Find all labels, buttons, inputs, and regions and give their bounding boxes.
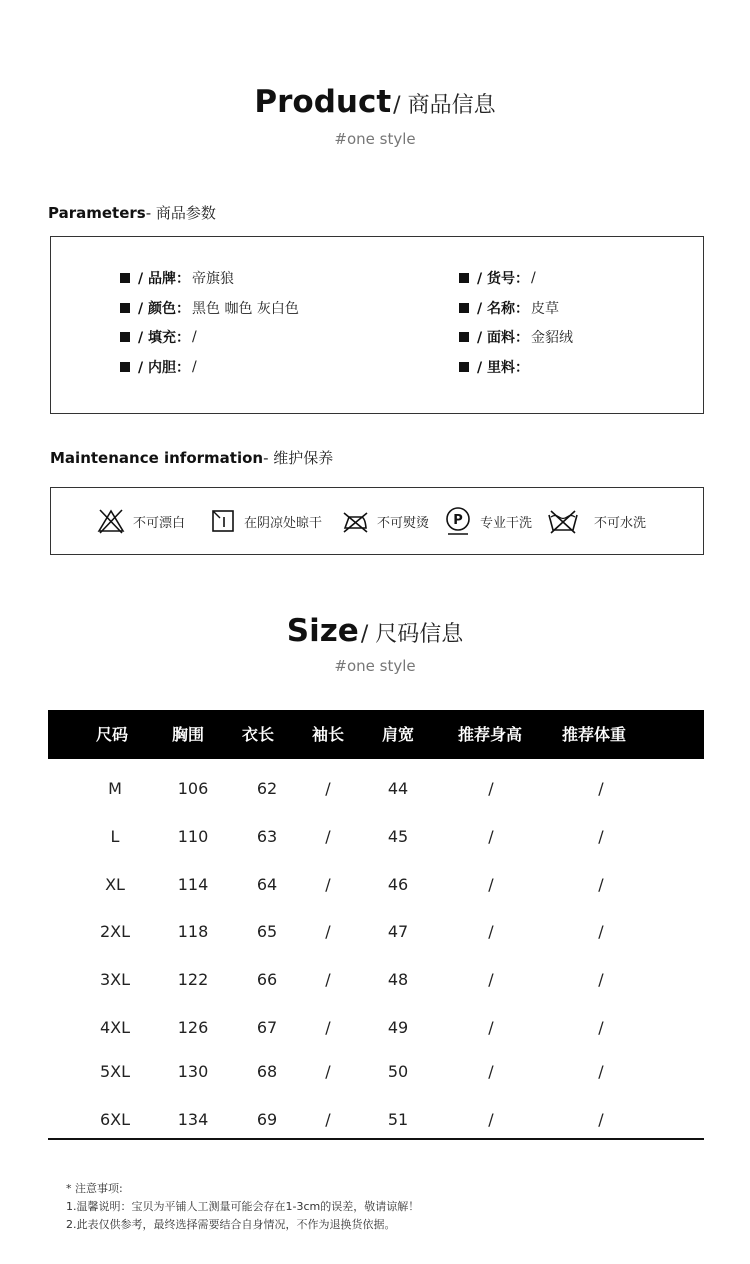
table-cell: 66 — [256, 970, 278, 989]
table-cell: M — [108, 779, 122, 798]
maintenance-label-en: Maintenance information — [50, 449, 264, 467]
svg-text:P: P — [453, 513, 463, 528]
table-cell: / — [598, 779, 604, 798]
table-cell: 63 — [256, 827, 278, 846]
care-item-no-wash: 不可水洗 — [546, 508, 646, 534]
shade-dry-icon — [210, 508, 236, 534]
care-item-no-iron: 不可熨烫 — [341, 508, 429, 534]
table-cell: 51 — [387, 1110, 409, 1129]
table-cell: / — [325, 922, 331, 941]
table-cell: 62 — [256, 779, 278, 798]
table-cell: / — [325, 1062, 331, 1081]
table-cell: 45 — [387, 827, 409, 846]
table-cell: 50 — [387, 1062, 409, 1081]
maintenance-label — [50, 447, 333, 468]
table-cell: 68 — [256, 1062, 278, 1081]
table-cell: / — [598, 1110, 604, 1129]
param-item: / 品牌： 帝旗狼 — [120, 268, 234, 288]
th-size: 尺码 — [96, 725, 129, 744]
parameters-label-en: Parameters — [48, 204, 146, 222]
table-cell: / — [488, 1110, 494, 1129]
table-cell: 118 — [177, 922, 209, 941]
bullet-square-icon — [120, 303, 130, 313]
th-sleeve: 袖长 — [312, 725, 345, 744]
table-cell: 126 — [177, 1018, 209, 1037]
professional-dry-clean-icon — [444, 506, 472, 536]
care-item-shade-dry: 在阴凉处晾干 — [210, 508, 322, 534]
table-cell: 122 — [177, 970, 209, 989]
table-cell: 65 — [256, 922, 278, 941]
table-cell: / — [488, 1062, 494, 1081]
table-bottom-divider — [48, 1138, 704, 1140]
table-cell: / — [598, 970, 604, 989]
parameters-box — [50, 236, 704, 414]
table-cell: XL — [105, 875, 125, 894]
table-cell: / — [488, 779, 494, 798]
param-item: / 货号： / — [459, 268, 536, 288]
table-cell: 110 — [177, 827, 209, 846]
param-item: / 填充： / — [120, 327, 197, 347]
bullet-square-icon — [120, 362, 130, 372]
parameters-label-cn: - 商品参数 — [145, 204, 216, 222]
table-cell: / — [488, 922, 494, 941]
product-title-en: Product — [254, 84, 392, 120]
table-cell: 48 — [387, 970, 409, 989]
param-item: / 名称： 皮草 — [459, 298, 559, 318]
table-cell: 69 — [256, 1110, 278, 1129]
no-wash-icon — [546, 508, 580, 534]
table-cell: 5XL — [99, 1062, 131, 1081]
product-title-cn: / 商品信息 — [393, 93, 496, 118]
size-title — [0, 613, 750, 649]
care-item-professional-dry-clean: P 专业干洗 — [444, 506, 532, 536]
care-item-no-bleach: 不可漂白 — [97, 508, 185, 534]
bullet-square-icon — [459, 303, 469, 313]
th-height: 推荐身高 — [458, 725, 523, 744]
table-cell: / — [325, 875, 331, 894]
table-cell: / — [325, 1018, 331, 1037]
table-cell: / — [325, 827, 331, 846]
th-length: 衣长 — [242, 725, 275, 744]
bullet-square-icon — [459, 332, 469, 342]
size-title-en: Size — [286, 613, 359, 649]
th-weight: 推荐体重 — [562, 725, 627, 744]
product-subtitle: #one style — [334, 130, 416, 148]
table-cell: 4XL — [99, 1018, 131, 1037]
table-cell: 67 — [256, 1018, 278, 1037]
size-title-cn: / 尺码信息 — [360, 622, 464, 647]
table-cell: 64 — [256, 875, 278, 894]
param-item: / 面料： 金貂绒 — [459, 327, 573, 347]
table-cell: / — [488, 827, 494, 846]
no-iron-icon — [341, 508, 369, 534]
table-cell: 114 — [177, 875, 209, 894]
parameters-label — [48, 202, 216, 223]
table-cell: / — [598, 1018, 604, 1037]
size-table-header — [48, 710, 704, 759]
maintenance-label-cn: - 维护保养 — [263, 449, 334, 467]
table-cell: / — [325, 970, 331, 989]
th-chest: 胸围 — [172, 725, 205, 744]
table-cell: / — [325, 1110, 331, 1129]
table-cell: 46 — [387, 875, 409, 894]
size-subtitle: #one style — [334, 657, 416, 675]
no-bleach-icon — [97, 508, 125, 534]
bullet-square-icon — [120, 332, 130, 342]
bullet-square-icon — [459, 273, 469, 283]
table-cell: 6XL — [99, 1110, 131, 1129]
table-cell: / — [598, 922, 604, 941]
table-cell: 3XL — [99, 970, 131, 989]
table-cell: / — [598, 1062, 604, 1081]
table-cell: 49 — [387, 1018, 409, 1037]
table-cell: 47 — [387, 922, 409, 941]
param-item: / 内胆： / — [120, 357, 197, 377]
bullet-square-icon — [459, 362, 469, 372]
table-cell: L — [110, 827, 120, 846]
notes-line-2: 2.此表仅供参考，最终选择需要结合自身情况，不作为退换货依据。 — [66, 1218, 396, 1231]
table-cell: / — [598, 875, 604, 894]
table-cell: 130 — [177, 1062, 209, 1081]
table-cell: 134 — [177, 1110, 209, 1129]
product-title — [0, 84, 750, 120]
table-cell: 2XL — [99, 922, 131, 941]
table-cell: 106 — [177, 779, 209, 798]
table-cell: / — [488, 970, 494, 989]
notes-line-1: 1.温馨说明：宝贝为平铺人工测量可能会存在1-3cm的误差，敬请谅解！ — [66, 1200, 420, 1213]
param-item: / 颜色： 黑色 咖色 灰白色 — [120, 298, 299, 318]
bullet-square-icon — [120, 273, 130, 283]
table-cell: / — [598, 827, 604, 846]
table-cell: / — [325, 779, 331, 798]
table-cell: 44 — [387, 779, 409, 798]
table-cell: / — [488, 875, 494, 894]
param-item: / 里料： — [459, 357, 531, 377]
th-shoulder: 肩宽 — [382, 725, 415, 744]
table-cell: / — [488, 1018, 494, 1037]
notes-title: * 注意事项: — [66, 1182, 123, 1195]
